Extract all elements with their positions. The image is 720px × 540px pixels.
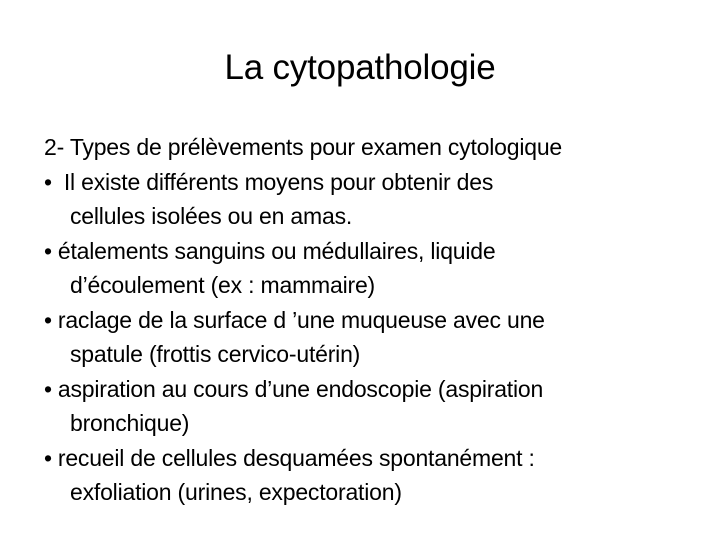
bullet-item <box>44 372 704 441</box>
bullet-text-continued: cellules isolées ou en amas. <box>70 203 353 229</box>
bullet-glyph: • <box>44 168 52 195</box>
bullet-text-continued: d’écoulement (ex : mammaire) <box>70 272 376 298</box>
bullet-text: recueil de cellules desquamées spontanément : <box>57 444 535 471</box>
bullet-glyph: • <box>44 444 52 471</box>
bullet-item <box>44 441 704 510</box>
bullet-text: aspiration au cours d’une endoscopie (aspiration <box>57 375 544 402</box>
bullet-text: Il existe différents moyens pour obtenir des <box>63 168 494 195</box>
bullet-glyph: • <box>44 375 52 402</box>
bullet-text: raclage de la surface d ’une muqueuse avec une <box>57 306 545 333</box>
bullet-item <box>44 165 704 234</box>
bullet-glyph: • <box>44 306 52 333</box>
slide-title: La cytopathologie <box>224 48 496 87</box>
bullet-item <box>44 234 704 303</box>
bullet-item <box>44 303 704 372</box>
bullet-text-continued: spatule (frottis cervico-utérin) <box>70 341 361 367</box>
bullet-text: étalements sanguins ou médullaires, liquide <box>57 237 496 264</box>
slide-body <box>44 130 704 510</box>
bullet-glyph: • <box>44 237 52 264</box>
section-heading: 2- Types de prélèvements pour examen cytologique <box>44 134 563 160</box>
bullet-text-continued: exfoliation (urines, expectoration) <box>70 479 402 505</box>
bullet-text-continued: bronchique) <box>70 410 190 436</box>
